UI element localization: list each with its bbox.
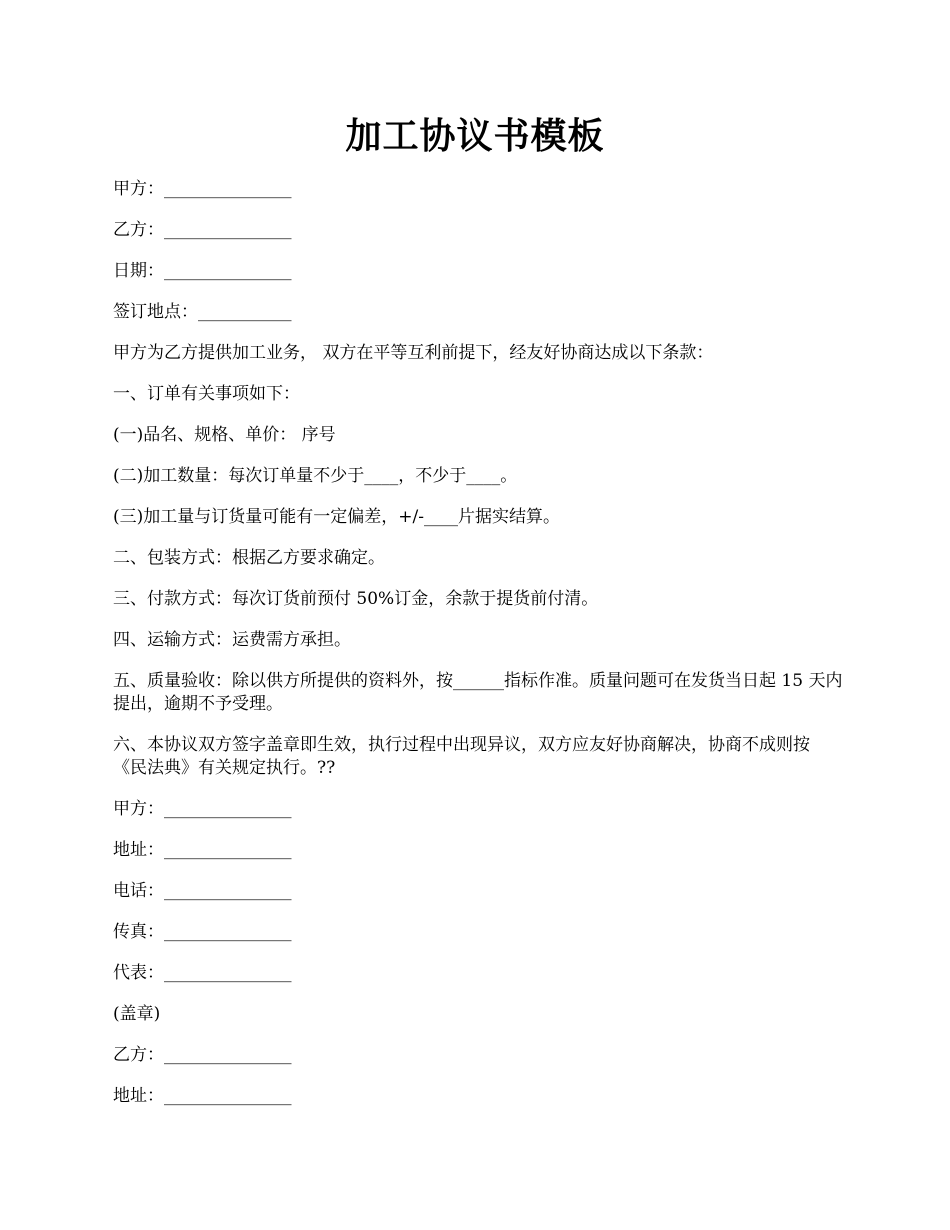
clause-3-payment: 三、付款方式：每次订货前预付 50%订金，余款于提货前付清。 <box>113 589 599 609</box>
clause-1-item-1: (一)品名、规格、单价： 序号 <box>113 425 336 445</box>
seal-label: (盖章) <box>113 1004 161 1024</box>
party-a-fax-field: 传真：_______________ <box>113 922 292 942</box>
signing-location-field: 签订地点：___________ <box>113 302 292 322</box>
party-b-signature-field: 乙方：_______________ <box>113 1045 292 1065</box>
party-a-address-field: 地址：_______________ <box>113 840 292 860</box>
clause-1-item-3: (三)加工量与订货量可能有一定偏差，+/-____片据实结算。 <box>113 507 560 527</box>
party-b-address-field: 地址：_______________ <box>113 1086 292 1106</box>
clause-6-effect: 六、本协议双方签字盖章即生效，执行过程中出现异议，双方应友好协商解决，协商不成则按《民法典》有关规定执行。?? <box>113 735 810 778</box>
document-body <box>113 178 843 1126</box>
clause-4-transport: 四、运输方式：运费需方承担。 <box>113 630 351 650</box>
party-a-phone-field: 电话：_______________ <box>113 881 292 901</box>
clause-5-quality: 五、质量验收：除以供方所提供的资料外，按______指标作准。质量问题可在发货当日起 15 天内提出，逾期不予受理。 <box>113 671 843 714</box>
party-a-representative-field: 代表：_______________ <box>113 963 292 983</box>
party-a-signature-field: 甲方：_______________ <box>113 799 292 819</box>
date-field: 日期：_______________ <box>113 261 292 281</box>
preamble-paragraph: 甲方为乙方提供加工业务， 双方在平等互利前提下，经友好协商达成以下条款： <box>113 343 714 363</box>
party-b-field: 乙方：_______________ <box>113 220 292 240</box>
party-a-field: 甲方：_______________ <box>113 179 292 199</box>
clause-1-heading: 一、订单有关事项如下： <box>113 384 300 404</box>
clause-2-packaging: 二、包装方式：根据乙方要求确定。 <box>113 548 385 568</box>
document-title: 加工协议书模板 <box>345 115 605 157</box>
clause-1-item-2: (二)加工数量：每次订单量不少于____，不少于____。 <box>113 466 518 486</box>
